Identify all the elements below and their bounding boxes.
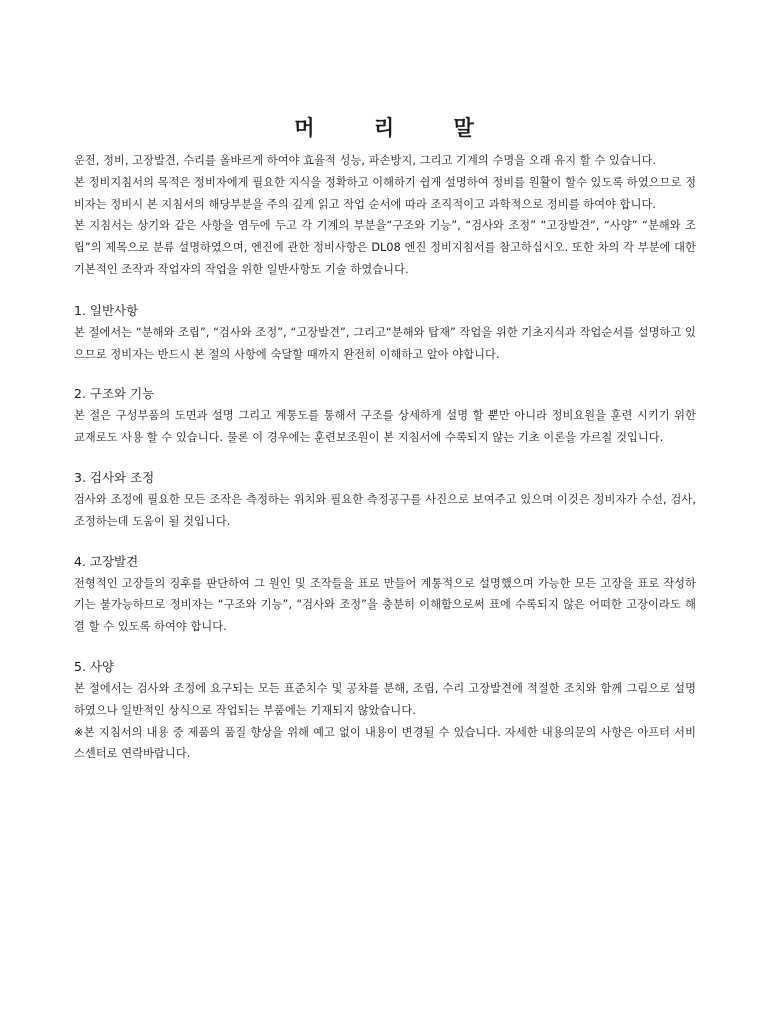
section-paragraph: 본 절에서는 “분해와 조립”, “검사와 조정”, “고장발견”, 그리고“분해와 탑재” 작업을 위한 기초지식과 작업순서를 설명하고 있으므로 정비자는 반드시 본 절의 사항에 숙달할 때까지 완전히 이해하고 알아 야합니다. [74,325,696,361]
intro-paragraph-1: 운전, 정비, 고장발견, 수리를 올바르게 하여야 효율적 성능, 파손방지, 그리고 기계의 수명을 오래 유지 할 수 있습니다. [74,154,657,167]
intro-paragraph-2: 본 정비지침서의 목적은 정비자에게 필요한 지식을 정확하고 이해하기 쉽게 설명하여 정비를 원활이 할수 있도록 하였으므로 정비자는 정비시 본 지침서의 해당부분을 주의 깊게 읽고 작업 순서에 따라 조직적이고 과학적으로 정비를 하여야 합니다. [74,175,697,211]
intro-paragraph-3: 본 지침서는 상기와 같은 사항을 염두에 두고 각 기계의 부분을“구조와 기능”, “검사와 조정” “고장발견”, “사양” “분해와 조립”의 제목으로 분류 설명하였으며, 엔진에 관한 정비사항은 DL08 엔진 정비지침서를 참고하십시오. 또한 차의 각 부분에 대한 기본적인 조작과 작업자의 작업을 위한 일반사항도 기술 하였습니다. [74,219,696,276]
section-structure-function [74,383,696,449]
section-heading: 4. 고장발견 [74,553,139,569]
section-paragraph: 검사와 조정에 필요한 모든 조작은 측정하는 위치와 필요한 측정공구를 사진으로 보여주고 있으며 이것은 정비자가 수선, 검사, 조정하는데 도움이 될 것입니다. [74,492,696,528]
section-heading: 1. 일반사항 [74,302,139,318]
section-heading: 3. 검사와 조정 [74,469,155,485]
section-general [74,300,696,366]
section-paragraph: 전형적인 고장들의 징후를 판단하여 그 원인 및 조작들을 표로 만들어 계통적으로 설명했으며 가능한 모든 고장을 표로 작성하기는 불가능하므로 정비자는 “구조와 기능”, “검사와 조정”을 충분히 이해함으로써 표에 수록되지 않은 어떠한 고장이라도 해결 할 수 있도록 하여야 합니다. [74,576,696,634]
section-heading: 2. 구조와 기능 [74,386,155,402]
section-specifications [74,656,696,765]
page-title: 머 리 말 [294,115,500,140]
section-paragraph: 본 절에서는 검사와 조정에 요구되는 모든 표준치수 및 공차를 분해, 조립, 수리 고장발견에 적절한 조치와 함께 그림으로 설명하였으나 일반적인 상식으로 작업되는 부품에는 기재되지 않았습니다. [74,681,696,717]
section-heading: 5. 사양 [74,658,115,674]
section-paragraph: 본 절은 구성부품의 도면과 설명 그리고 계통도를 통해서 구조를 상세하게 설명 할 뿐만 아니라 정비요원을 훈련 시키기 위한 교재로도 사용 할 수 있습니다. 물론 이 경우에는 훈련보조원이 본 지침서에 수록되지 않는 기초 이론을 가르칠 것입니다. [74,409,696,445]
document-body [74,150,696,765]
section-inspection-adjustment [74,467,696,533]
notice-paragraph: ※본 지침서의 내용 중 제품의 품질 향상을 위해 예고 없이 내용이 변경될 수 있습니다. 자세한 내용의문의 사항은 아프터 서비스센터로 연락바랍니다. [74,725,696,761]
section-troubleshooting [74,551,696,638]
